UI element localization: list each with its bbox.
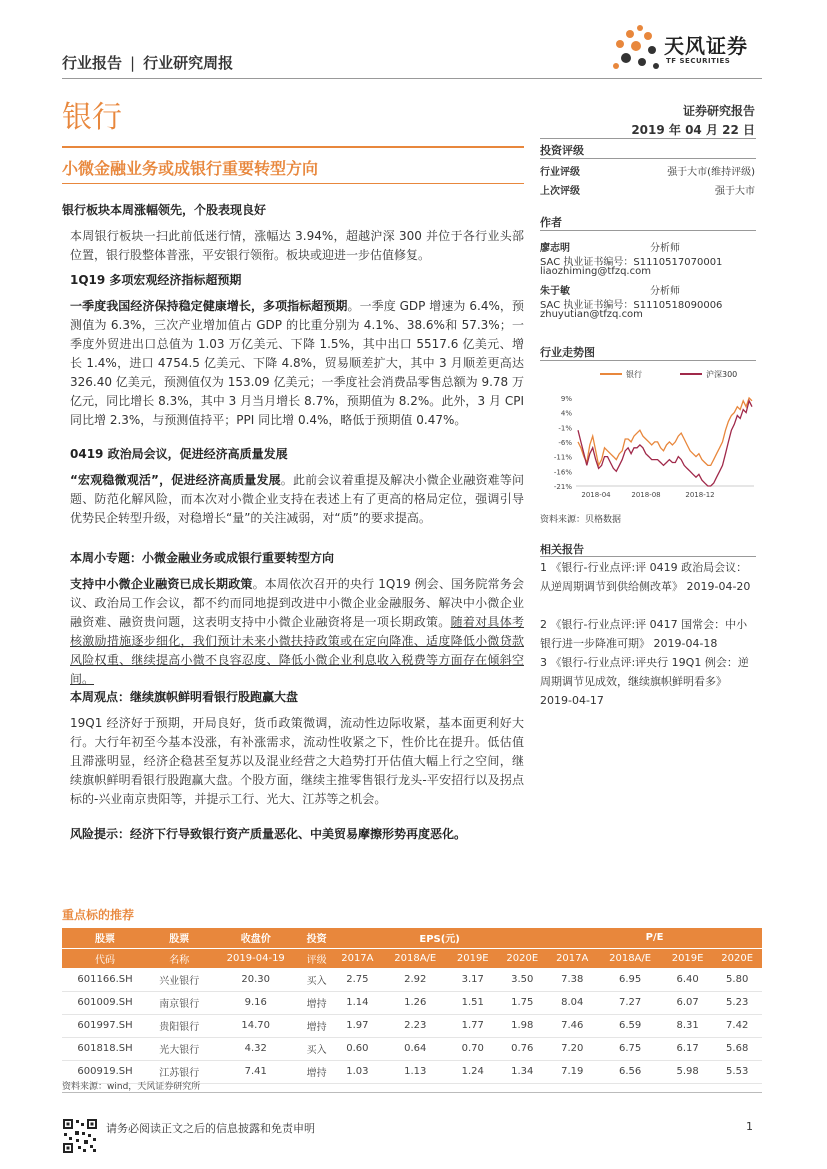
related-heading: 相关报告 xyxy=(540,543,584,556)
table-cell: 7.41 xyxy=(210,1060,301,1083)
rating-value-current: 强于大市(维持评级) xyxy=(667,167,755,178)
table-header-cell: 投资 xyxy=(301,928,332,948)
table-cell: 6.07 xyxy=(663,991,713,1014)
document-date: 2019 年 04 月 22 日 xyxy=(631,123,755,137)
table-cell: 兴业银行 xyxy=(148,968,210,991)
table-cell: 601009.SH xyxy=(62,991,148,1014)
table-cell: 增持 xyxy=(301,1014,332,1037)
table-cell: 1.03 xyxy=(332,1060,382,1083)
table-cell: 601166.SH xyxy=(62,968,148,991)
section-body-4: 支持中小微企业融资已成长期政策。本周依次召开的央行 1Q19 例会、国务院常务会议、政治局工作会议，都不约而同地提到改进中小微企业金融服务、解决中小微企业融资难、融资贵问题，这表明支持中小微企业融资将是一项长期政策。随着对具体考核激励措施逐步细化，我们预计未来小微扶持政策或在定向降准、适度降低小微贷款风险权重、继续提高小微不良容忍度、降低小微企业利息收入税费等方面存在倾斜空间。 xyxy=(70,577,524,686)
legend-label: 银行 xyxy=(626,370,642,379)
table-cell: 0.70 xyxy=(448,1037,498,1060)
table-cell: 1.75 xyxy=(498,991,548,1014)
table-cell: 1.98 xyxy=(498,1014,548,1037)
table-row xyxy=(62,968,762,991)
footer-disclaimer: 请务必阅读正文之后的信息披露和免责申明 xyxy=(106,1122,315,1135)
table-cell: 20.30 xyxy=(210,968,301,991)
qr-code-icon xyxy=(62,1118,98,1154)
table-header-cell: 评级 xyxy=(301,948,332,968)
table-header-cell: 2020E xyxy=(712,948,762,968)
y-tick-label: 9% xyxy=(560,394,572,403)
table-cell: 光大银行 xyxy=(148,1037,210,1060)
chart-source: 资料来源：贝格数据 xyxy=(540,515,622,525)
table-cell: 6.95 xyxy=(597,968,662,991)
table-header-cell: 2019E xyxy=(448,948,498,968)
sidebar-rule xyxy=(540,556,756,557)
title-rule-bottom xyxy=(62,183,524,184)
table-header-cell: 2018A/E xyxy=(597,948,662,968)
section-lead-2: 一季度我国经济保持稳定健康增长，多项指标超预期 xyxy=(70,299,348,313)
industry-trend-chart xyxy=(540,364,760,500)
table-cell: 7.19 xyxy=(547,1060,597,1083)
section-lead-3: “宏观稳微观活”，促进经济高质量发展 xyxy=(70,473,281,487)
table-header-cell: 2019E xyxy=(663,948,713,968)
table-header-cell: 2018A/E xyxy=(383,948,448,968)
table-cell: 1.24 xyxy=(448,1060,498,1083)
table-cell: 7.42 xyxy=(712,1014,762,1037)
table-cell: 2.75 xyxy=(332,968,382,991)
y-tick-label: 4% xyxy=(560,409,572,418)
table-cell: 6.56 xyxy=(597,1060,662,1083)
table-row xyxy=(62,991,762,1014)
x-tick-label: 2018-12 xyxy=(685,491,715,499)
related-report[interactable]: 2 《银行-行业点评:评 0417 国常会：中小银行进一步降准可期》 2019-04-18 xyxy=(540,618,748,650)
title-rule-top xyxy=(62,146,524,148)
sector-title: 银行 xyxy=(62,100,122,135)
sidebar-rule xyxy=(540,138,756,139)
x-tick-label: 2018-04 xyxy=(581,491,611,499)
table-cell: 南京银行 xyxy=(148,991,210,1014)
report-title: 小微金融业务或成银行重要转型方向 xyxy=(62,159,319,178)
logo-subtext: TF SECURITIES xyxy=(666,57,731,65)
table-cell: 3.17 xyxy=(448,968,498,991)
table-cell: 8.04 xyxy=(547,991,597,1014)
author-cert: SAC 执业证书编号：S1110517070001 xyxy=(540,257,723,268)
document-type: 证券研究报告 xyxy=(682,104,755,118)
y-tick-label: -21% xyxy=(553,483,572,491)
table-cell: 5.68 xyxy=(712,1037,762,1060)
table-cell: 6.40 xyxy=(663,968,713,991)
risk-warning: 风险提示：经济下行导致银行资产质量恶化、中美贸易摩擦形势再度恶化。 xyxy=(70,827,467,841)
y-tick-label: -6% xyxy=(558,438,572,447)
y-tick-label: -16% xyxy=(553,468,572,477)
table-header-cell: 代码 xyxy=(62,948,148,968)
table-cell: 7.46 xyxy=(547,1014,597,1037)
related-report[interactable]: 3 《银行-行业点评:评央行 19Q1 例会：逆周期调节见成效，继续旗帜鲜明看多》 2019-04-17 xyxy=(540,656,749,707)
table-cell: 0.60 xyxy=(332,1037,382,1060)
table-cell: 1.97 xyxy=(332,1014,382,1037)
author-name: 廖志明 xyxy=(540,243,570,254)
series-line xyxy=(578,401,752,486)
legend-label: 沪深300 xyxy=(706,370,738,379)
table-cell: 2.92 xyxy=(383,968,448,991)
table-cell: 8.31 xyxy=(663,1014,713,1037)
table-source: 资料来源：wind，天风证券研究所 xyxy=(62,1082,201,1092)
table-cell: 6.17 xyxy=(663,1037,713,1060)
section-heading-2: 1Q19 多项宏观经济指标超预期 xyxy=(70,273,242,287)
recommendation-table xyxy=(62,928,762,1084)
table-header-cell: 2017A xyxy=(547,948,597,968)
table-cell: 江苏银行 xyxy=(148,1060,210,1083)
table-cell: 1.26 xyxy=(383,991,448,1014)
report-type: 行业报告 | 行业研究周报 xyxy=(62,54,234,72)
series-line xyxy=(578,398,752,466)
author-email[interactable]: zhuyutian@tfzq.com xyxy=(540,309,643,320)
table-cell: 14.70 xyxy=(210,1014,301,1037)
table-cell: 5.23 xyxy=(712,991,762,1014)
table-title: 重点标的推荐 xyxy=(62,908,135,922)
table-header-row xyxy=(62,928,762,948)
table-header-cell: 股票 xyxy=(148,928,210,948)
table-header-cell: 2020E xyxy=(498,948,548,968)
section-heading-3: 0419 政治局会议，促进经济高质量发展 xyxy=(70,447,288,461)
table-cell: 601997.SH xyxy=(62,1014,148,1037)
table-header-row xyxy=(62,948,762,968)
table-cell: 5.98 xyxy=(663,1060,713,1083)
author-role: 分析师 xyxy=(650,286,680,297)
table-header-cell: 股票 xyxy=(62,928,148,948)
author-name: 朱于敏 xyxy=(540,286,570,297)
section-heading-5: 本周观点：继续旗帜鲜明看银行股跑赢大盘 xyxy=(70,690,299,704)
section-body-1: 本周银行板块一扫此前低迷行情，涨幅达 3.94%，超越沪深 300 并位于各行业头部位置，银行股整体普涨，平安银行领衔。板块或迎进一步估值修复。 xyxy=(70,229,524,262)
table-cell: 7.38 xyxy=(547,968,597,991)
table-cell: 0.76 xyxy=(498,1037,548,1060)
trend-heading: 行业走势图 xyxy=(540,346,595,359)
rating-label-previous: 上次评级 xyxy=(540,186,580,197)
table-header-cell: 名称 xyxy=(148,948,210,968)
y-tick-label: -1% xyxy=(558,424,572,433)
section-heading-1: 银行板块本周涨幅领先，个股表现良好 xyxy=(62,203,267,217)
table-header-cell: 2019-04-19 xyxy=(210,948,301,968)
table-header-cell: P/E xyxy=(547,928,762,948)
table-cell: 贵阳银行 xyxy=(148,1014,210,1037)
section-body-3: “宏观稳微观活”，促进经济高质量发展。此前会议着重提及解决小微企业融资难等问题、防范化解风险，而本次对小微企业支持在表述上有了更高的格局定位，强调引导优势民企转型升级，对稳增长“量”的关注减弱，对“质”的要求提高。 xyxy=(70,473,524,525)
table-cell: 1.13 xyxy=(383,1060,448,1083)
section-lead-4: 支持中小微企业融资已成长期政策 xyxy=(70,577,253,591)
rating-heading: 投资评级 xyxy=(540,144,584,157)
header-divider xyxy=(62,78,762,79)
table-header-cell: EPS(元) xyxy=(332,928,547,948)
sidebar-rule xyxy=(540,360,756,361)
section-body-2: 一季度我国经济保持稳定健康增长，多项指标超预期。一季度 GDP 增速为 6.4%，预测值为 6.3%，三次产业增加值占 GDP 的比重分别为 4.1%、38.6%和 57.3%；一季度外贸进出口总值为 1.03 万亿美元、下降 1.5%，其中出口 5517.6 亿美元、增长 1.4%，进口 4754.5 亿美元、下降 4.8%，贸易顺差扩大，其中 3 月顺差更高达 326.40 亿美元，预测值仅为 153.09 亿美元；一季度社会消费品零售总额为 9.78 万亿元，同比增长 8.3%，其中 3 月当月增长 8.7%，预期值为 8.2%。此外，3 月 CPI 同比增 2.3%，与预测值持平；PPI 同比增 0.4%，略低于预期值 0.47%。 xyxy=(70,299,524,427)
table-header-cell: 2017A xyxy=(332,948,382,968)
author-cert: SAC 执业证书编号：S1110518090006 xyxy=(540,300,723,311)
table-cell: 5.53 xyxy=(712,1060,762,1083)
author-role: 分析师 xyxy=(650,243,680,254)
table-header-cell: 收盘价 xyxy=(210,928,301,948)
table-cell: 4.32 xyxy=(210,1037,301,1060)
sidebar-rule xyxy=(540,230,756,231)
rating-value-previous: 强于大市 xyxy=(715,186,755,197)
y-tick-label: -11% xyxy=(553,453,572,462)
table-cell: 600919.SH xyxy=(62,1060,148,1083)
table-cell: 5.80 xyxy=(712,968,762,991)
table-cell: 增持 xyxy=(301,1060,332,1083)
table-cell: 1.14 xyxy=(332,991,382,1014)
table-cell: 7.20 xyxy=(547,1037,597,1060)
author-heading: 作者 xyxy=(540,216,562,229)
table-cell: 1.77 xyxy=(448,1014,498,1037)
rating-label-current: 行业评级 xyxy=(540,167,580,178)
table-cell: 1.34 xyxy=(498,1060,548,1083)
author-email[interactable]: liaozhiming@tfzq.com xyxy=(540,266,651,277)
page-number: 1 xyxy=(746,1120,753,1133)
table-cell: 6.75 xyxy=(597,1037,662,1060)
table-cell: 9.16 xyxy=(210,991,301,1014)
section-heading-4: 本周小专题：小微金融业务或成银行重要转型方向 xyxy=(70,551,335,565)
sidebar-rule xyxy=(540,158,756,159)
table-cell: 601818.SH xyxy=(62,1037,148,1060)
logo-text: 天风证券 xyxy=(664,34,748,58)
table-cell: 7.27 xyxy=(597,991,662,1014)
footer-divider xyxy=(62,1092,762,1093)
table-cell: 买入 xyxy=(301,968,332,991)
table-cell: 2.23 xyxy=(383,1014,448,1037)
table-cell: 0.64 xyxy=(383,1037,448,1060)
x-tick-label: 2018-08 xyxy=(631,491,661,499)
table-cell: 6.59 xyxy=(597,1014,662,1037)
table-cell: 1.51 xyxy=(448,991,498,1014)
table-row xyxy=(62,1037,762,1060)
table-row xyxy=(62,1014,762,1037)
related-report[interactable]: 1 《银行-行业点评:评 0419 政治局会议：从逆周期调节到供给侧改革》 2019-04-20 xyxy=(540,561,751,593)
table-cell: 增持 xyxy=(301,991,332,1014)
table-cell: 3.50 xyxy=(498,968,548,991)
section-body-5: 19Q1 经济好于预期，开局良好，货币政策微调，流动性边际收紧，基本面更利好大行。大行年初至今基本没涨，有补涨需求，流动性收紧之下，性价比在提升。低估值且滞涨明显，经济企稳甚至复苏以及混业经营之大趋势打开估值大幅上行之空间，继续旗帜鲜明看银行股跑赢大盘。个股方面，继续主推零售银行龙头-平安招行以及拐点标的-兴业南京贵阳等，并提示工行、光大、江苏等之机会。 xyxy=(70,716,524,806)
table-cell: 买入 xyxy=(301,1037,332,1060)
